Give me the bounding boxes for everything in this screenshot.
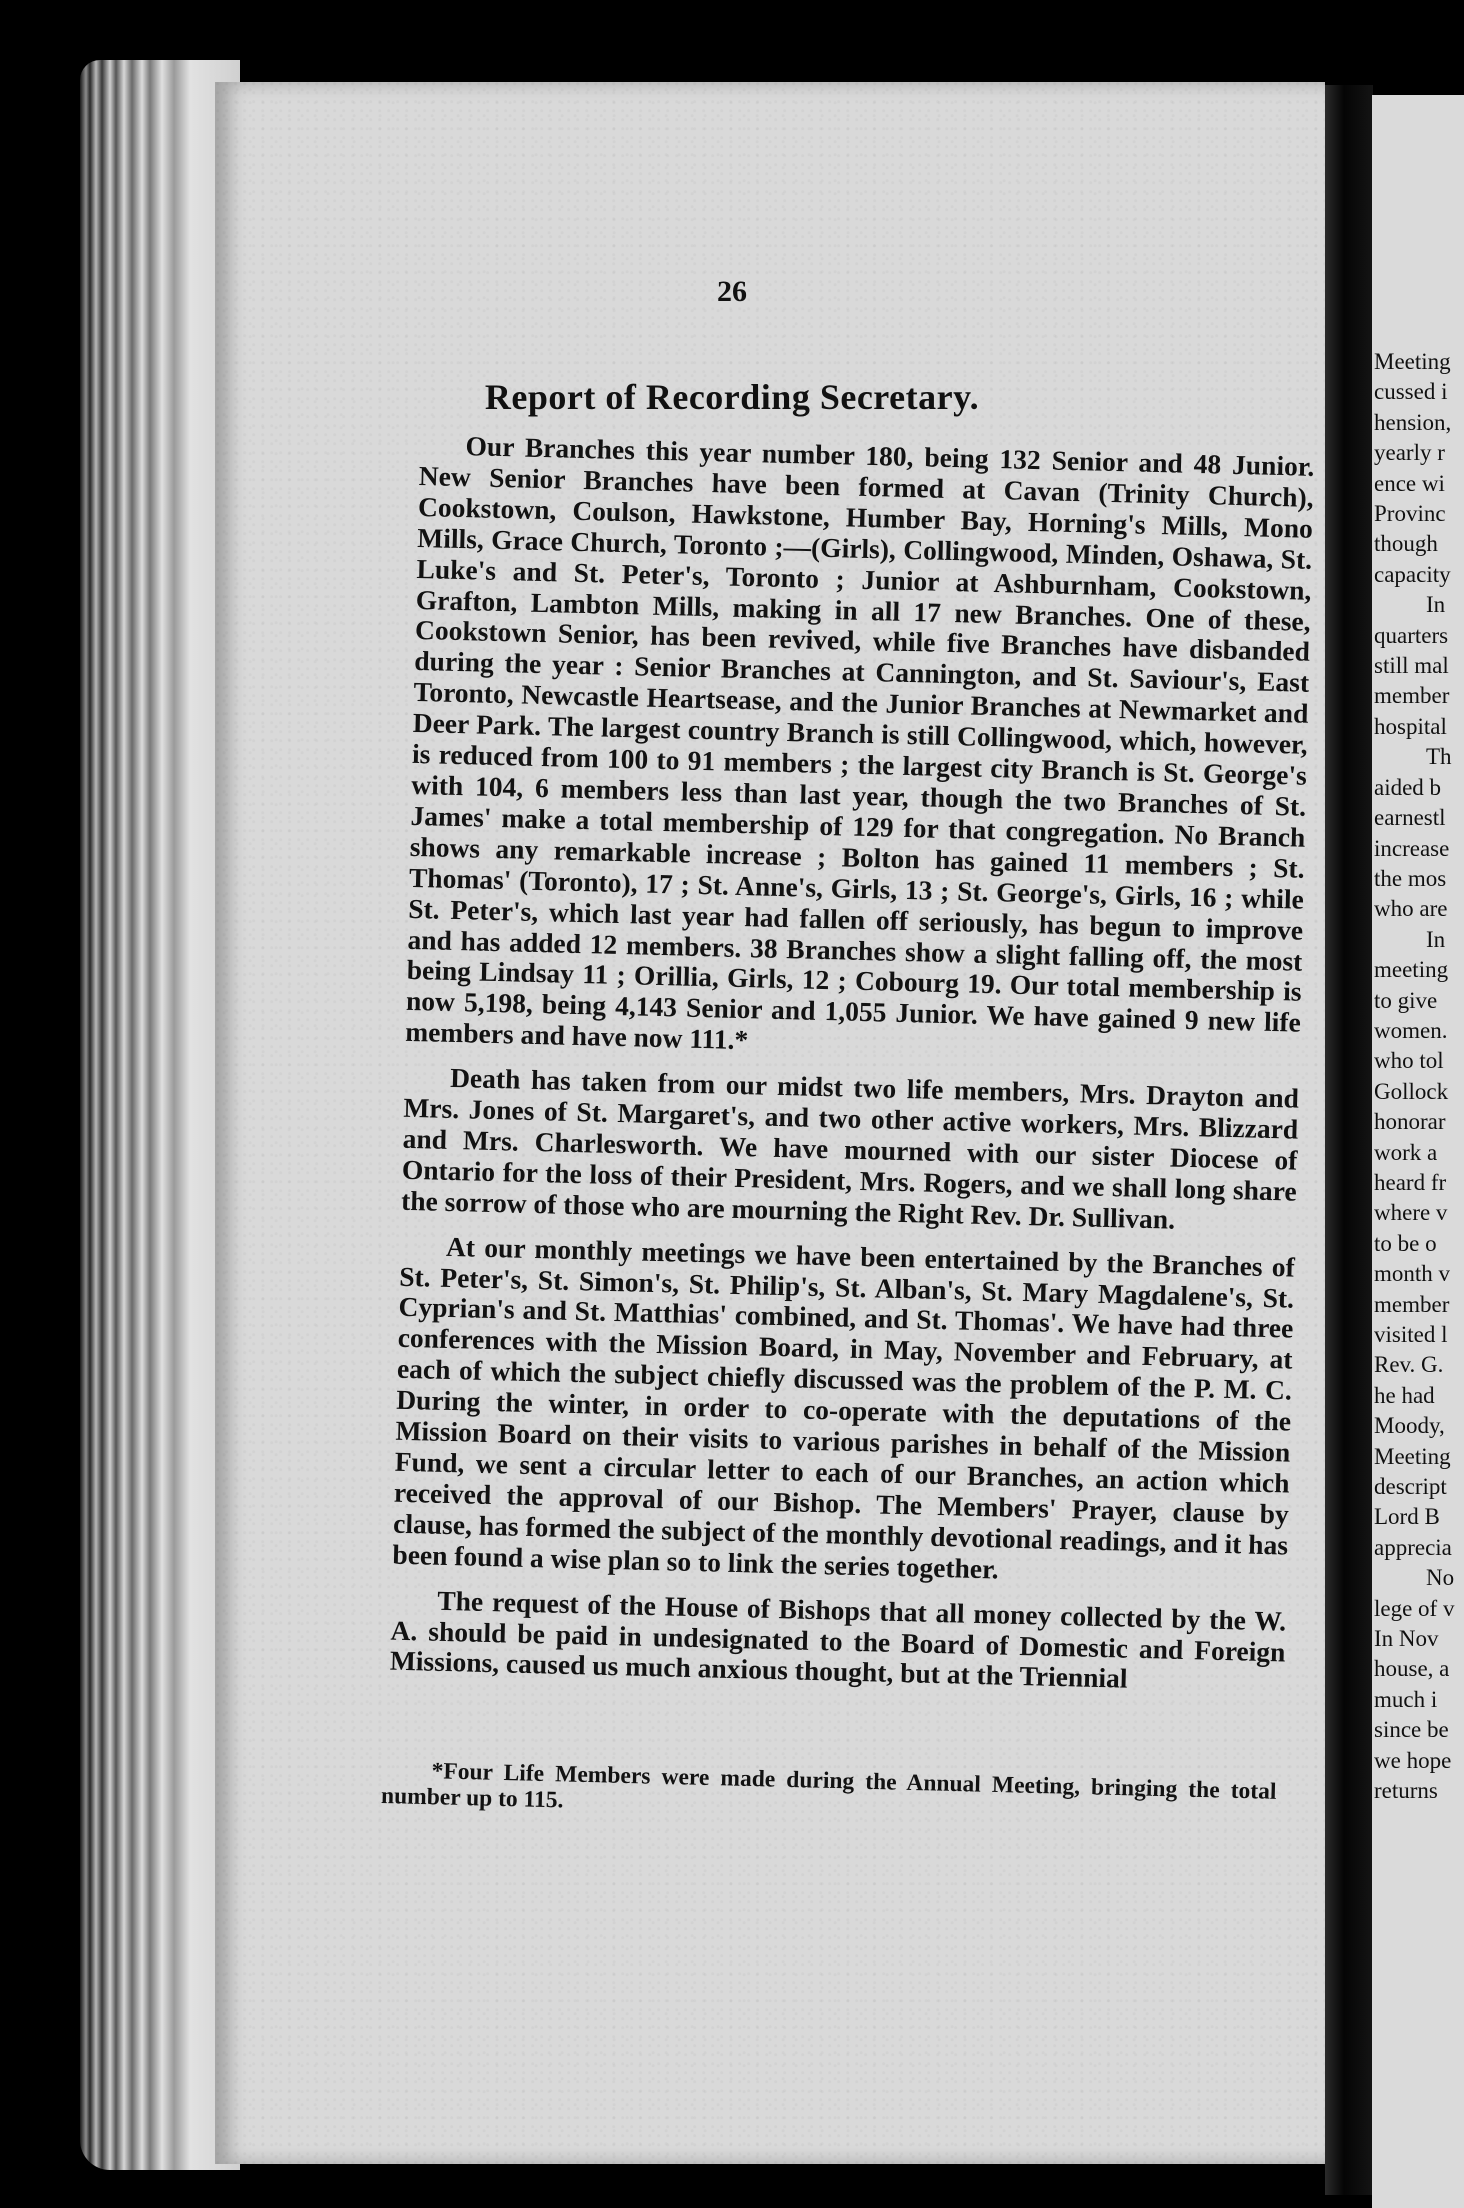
facing-page-line: house, a: [1374, 1656, 1450, 1682]
facing-page-line: to be o: [1374, 1230, 1437, 1256]
facing-page-line: member: [1374, 1291, 1450, 1317]
facing-page-line: heard fr: [1374, 1169, 1447, 1195]
facing-page-line: Meeting: [1374, 349, 1451, 374]
facing-page-line: cussed i: [1374, 379, 1448, 405]
facing-page-line: hospital: [1374, 713, 1447, 739]
facing-page-line: he had: [1374, 1382, 1435, 1408]
facing-page-line: women.: [1374, 1017, 1448, 1043]
facing-page-line: who tol: [1374, 1048, 1444, 1074]
facing-page-line: ence wi: [1374, 470, 1445, 496]
facing-page-line: Moody,: [1374, 1413, 1445, 1439]
facing-page-line: Th: [1426, 744, 1452, 770]
facing-page-line: hension,: [1374, 409, 1452, 435]
facing-page-line: meeting: [1374, 957, 1449, 983]
facing-page-line: lege of v: [1374, 1595, 1455, 1621]
facing-page-line: aided b: [1374, 774, 1442, 800]
facing-page-line: still mal: [1374, 653, 1449, 679]
facing-page-line: the mos: [1374, 865, 1447, 891]
facing-page-line: earnestl: [1374, 805, 1446, 831]
footnote: *Four Life Members were made during the Annual Meeting, bringing the total number up to 115.: [380, 1758, 1277, 1814]
paragraph-bishops-request: The request of the House of Bishops that all money collected by the W. A. should be paid in undesignated to the Board of Domestic and Foreign Missions, caused us much anxious thought, but at the Triennial: [389, 1584, 1287, 1695]
facing-page-line: to give: [1374, 987, 1438, 1013]
facing-page-line: member: [1374, 683, 1450, 709]
facing-page-line: work a: [1374, 1139, 1438, 1165]
facing-page-line: visited l: [1374, 1322, 1448, 1347]
facing-page-line: returns: [1374, 1778, 1438, 1804]
report-body: [389, 430, 1315, 1713]
facing-page-line: yearly r: [1374, 440, 1445, 466]
facing-page-line: increase: [1374, 835, 1450, 861]
paragraph-meetings: At our monthly meetings we have been entertained by the Branches of St. Peter's, St. Simon's, St. Philip's, St. Alban's, St. Mary Magdalene's, St. Cyprian's and St. Matthias' combined, and St. Thomas'. We have had three conferences with the Mission Board, in May, November and February, at each of which the subject chiefly discussed was the problem of the P. M. C. During the winter, in order to co-operate with the deputations of the Mission Board on their visits to various parishes in behalf of the Mission Fund, we sent a circular letter to each of our Branches, an action which received the approval of our Bishop. The Members' Prayer, clause by clause, has formed the subject of the monthly devotional readings, and it has been found a wise plan so to link the series together.: [392, 1230, 1296, 1585]
facing-page-line: capacity: [1374, 561, 1451, 587]
facing-page-line: who are: [1374, 896, 1448, 922]
facing-page-line: since be: [1374, 1717, 1449, 1743]
facing-page-line: we hope: [1374, 1747, 1452, 1773]
facing-page-line: Lord B: [1374, 1504, 1440, 1530]
facing-page-line: month v: [1374, 1261, 1451, 1287]
facing-page-line: In Nov: [1374, 1626, 1439, 1652]
facing-page-line: In: [1426, 926, 1446, 952]
facing-page-line: where v: [1374, 1200, 1448, 1226]
facing-page-line: descript: [1374, 1474, 1447, 1500]
facing-page-line: though: [1374, 531, 1438, 557]
paragraph-branches: Our Branches this year number 180, being 132 Senior and 48 Junior. New Senior Branches have been formed at Cavan (Trinity Church), Cookstown, Coulson, Hawkstone, Humber Bay, Horning's Mills, Mono Mills, Grace Church, Toronto ;—(Girls), Collingwood, Minden, Oshawa, St. Luke's and St. Peter's, Toronto ; Junior at Ashburnham, Cookstown, Grafton, Lambton Mills, making in all 17 new Branches. One of these, Cookstown Senior, has been revived, while five Branches have disbanded during the year : Senior Branches at Cannington, and St. Saviour's, East Toronto, Newcastle Heartsease, and the Junior Branches at Newmarket and Deer Park. The largest country Branch is still Collingwood, which, however, is reduced from 100 to 91 members ; the largest city Branch is St. George's with 104, 6 members less than last year, though the two Branches of St. James' make a total membership of 129 for that congregation. No Branch shows any remarkable increase ; Bolton has gained 11 members ; St. Thomas' (Toronto), 17 ; St. Anne's, Girls, 13 ; St. George's, Girls, 16 ; while St. Peter's, which last year had fallen off seriously, has begun to improve and has added 12 members. 38 Branches show a slight falling off, the most being Lindsay 11 ; Orillia, Girls, 12 ; Cobourg 19. Our total membership is now 5,198, being 4,143 Senior and 1,055 Junior. We have gained 9 new life members and have now 111.*: [404, 430, 1315, 1056]
facing-page-line: Rev. G.: [1374, 1352, 1444, 1378]
facing-page-line: honorar: [1374, 1109, 1446, 1135]
facing-page-line: Meeting: [1374, 1443, 1451, 1469]
facing-page-line: Provinc: [1374, 501, 1446, 527]
page-number: 26: [717, 275, 747, 308]
facing-page-line: much i: [1374, 1686, 1438, 1712]
facing-page-line: No: [1426, 1565, 1455, 1591]
paragraph-deaths: Death has taken from our midst two life members, Mrs. Drayton and Mrs. Jones of St. Margaret's, and two other active workers, Mrs. Blizzard and Mrs. Charlesworth. We have mourned with our sister Diocese of Ontario for the loss of their President, Mrs. Rogers, and we shall long share the sorrow of those who are mourning the Right Rev. Dr. Sullivan.: [400, 1062, 1300, 1235]
report-heading: Report of Recording Secretary.: [484, 377, 980, 417]
facing-page-line: quarters: [1374, 622, 1449, 648]
facing-page-line: apprecia: [1374, 1534, 1452, 1560]
facing-page-line: Gollock: [1374, 1078, 1449, 1104]
facing-page-line: In: [1426, 592, 1446, 618]
facing-page-text: [1372, 347, 1464, 1807]
